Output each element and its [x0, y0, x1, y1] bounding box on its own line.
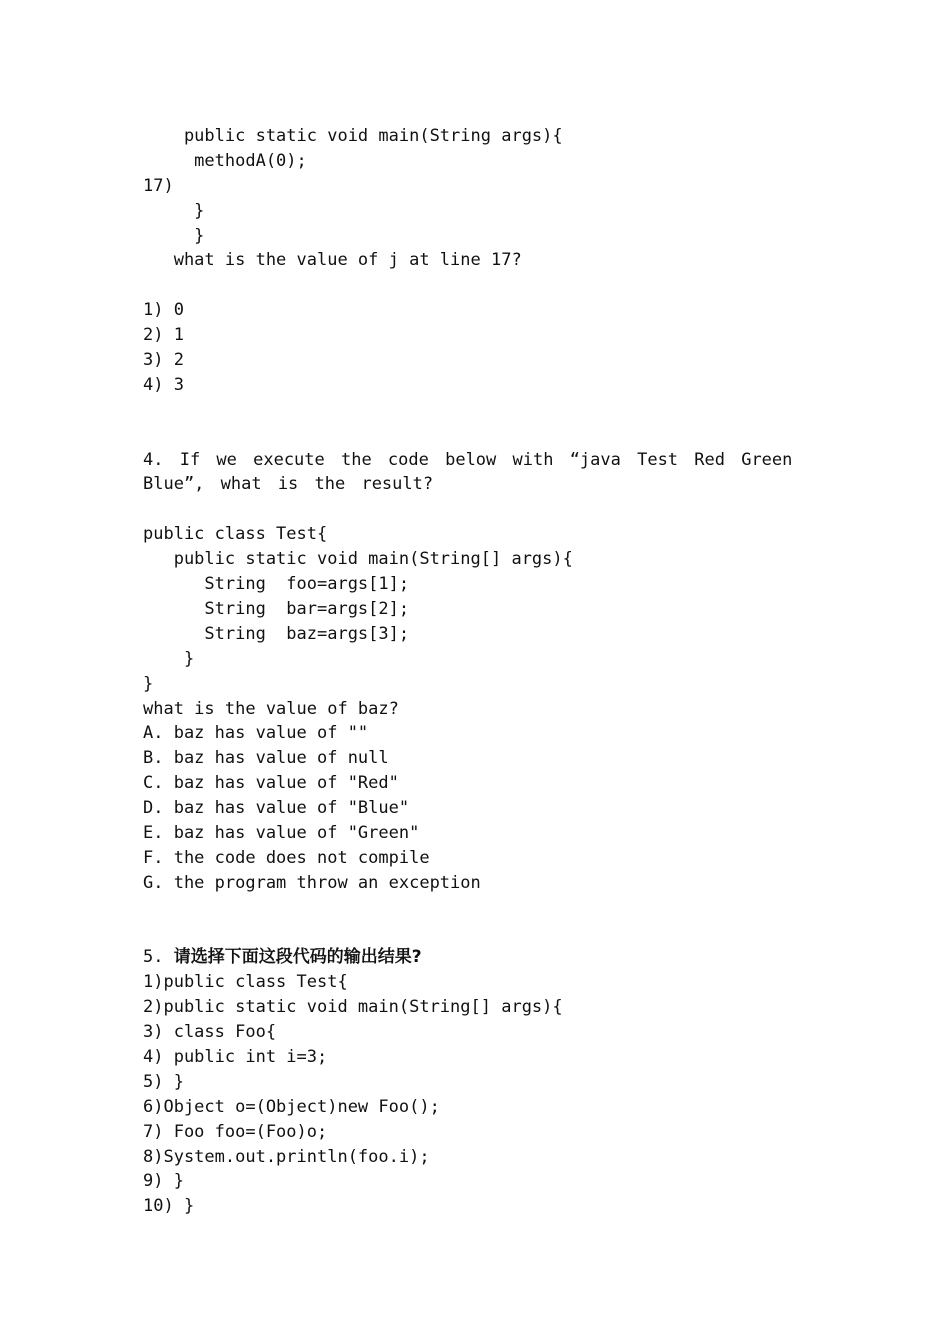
question-4: [143, 448, 863, 896]
answer-option: A. baz has value of "": [143, 723, 369, 744]
question-prompt: [143, 945, 863, 970]
code-line: 7) Foo foo=(Foo)o;: [143, 1121, 328, 1142]
answer-option: B. baz has value of null: [143, 748, 389, 769]
answer-options: [143, 298, 863, 398]
code-line: 1)public class Test{: [143, 972, 348, 993]
code-line: 3) class Foo{: [143, 1022, 277, 1043]
code-line: }: [143, 225, 205, 246]
code-fragment: [143, 124, 863, 273]
answer-option: 1) 0: [143, 300, 184, 321]
question-prompt: 4. If we execute the code below with “java Test Red Green Blue”, what is the result?: [143, 449, 793, 495]
code-line: public class Test{: [143, 524, 328, 545]
spacer: [143, 273, 863, 298]
spacer: [143, 398, 863, 423]
answer-option: C. baz has value of "Red": [143, 773, 399, 794]
question-number: 5.: [143, 947, 174, 968]
answer-option: 3) 2: [143, 350, 184, 371]
answer-option: D. baz has value of "Blue": [143, 798, 410, 819]
code-line: 5) }: [143, 1071, 184, 1092]
code-line: public static void main(String[] args){: [143, 549, 573, 570]
answer-option: 2) 1: [143, 325, 184, 346]
answer-option: 4) 3: [143, 374, 184, 395]
question-text: what is the value of baz?: [143, 698, 399, 719]
question-prompt-text: 请选择下面这段代码的输出结果?: [173, 947, 422, 968]
code-line: public static void main(String args){: [143, 126, 563, 146]
document-page: [143, 124, 863, 1219]
code-line: 9) }: [143, 1171, 184, 1192]
answer-option: F. the code does not compile: [143, 847, 430, 868]
code-line: methodA(0);: [143, 150, 307, 171]
code-line: 8)System.out.println(foo.i);: [143, 1146, 430, 1167]
spacer: [143, 497, 863, 522]
code-line: 6)Object o=(Object)new Foo();: [143, 1096, 440, 1117]
answer-option: G. the program throw an exception: [143, 872, 481, 893]
code-line: 17): [143, 175, 174, 196]
question-5: [143, 945, 863, 1219]
code-line: String foo=args[1];: [143, 574, 410, 595]
code-line: }: [143, 648, 195, 669]
code-line: 10) }: [143, 1196, 195, 1217]
code-line: }: [143, 673, 154, 694]
code-line: String baz=args[3];: [143, 623, 410, 644]
spacer: [143, 896, 863, 921]
spacer: [143, 423, 863, 448]
code-line: 4) public int i=3;: [143, 1046, 328, 1067]
code-line: 2)public static void main(String[] args){: [143, 997, 563, 1018]
answer-option: E. baz has value of "Green": [143, 822, 420, 843]
code-line: String bar=args[2];: [143, 598, 410, 619]
question-text: what is the value of j at line 17?: [143, 250, 522, 271]
spacer: [143, 921, 863, 946]
code-line: }: [143, 200, 205, 221]
